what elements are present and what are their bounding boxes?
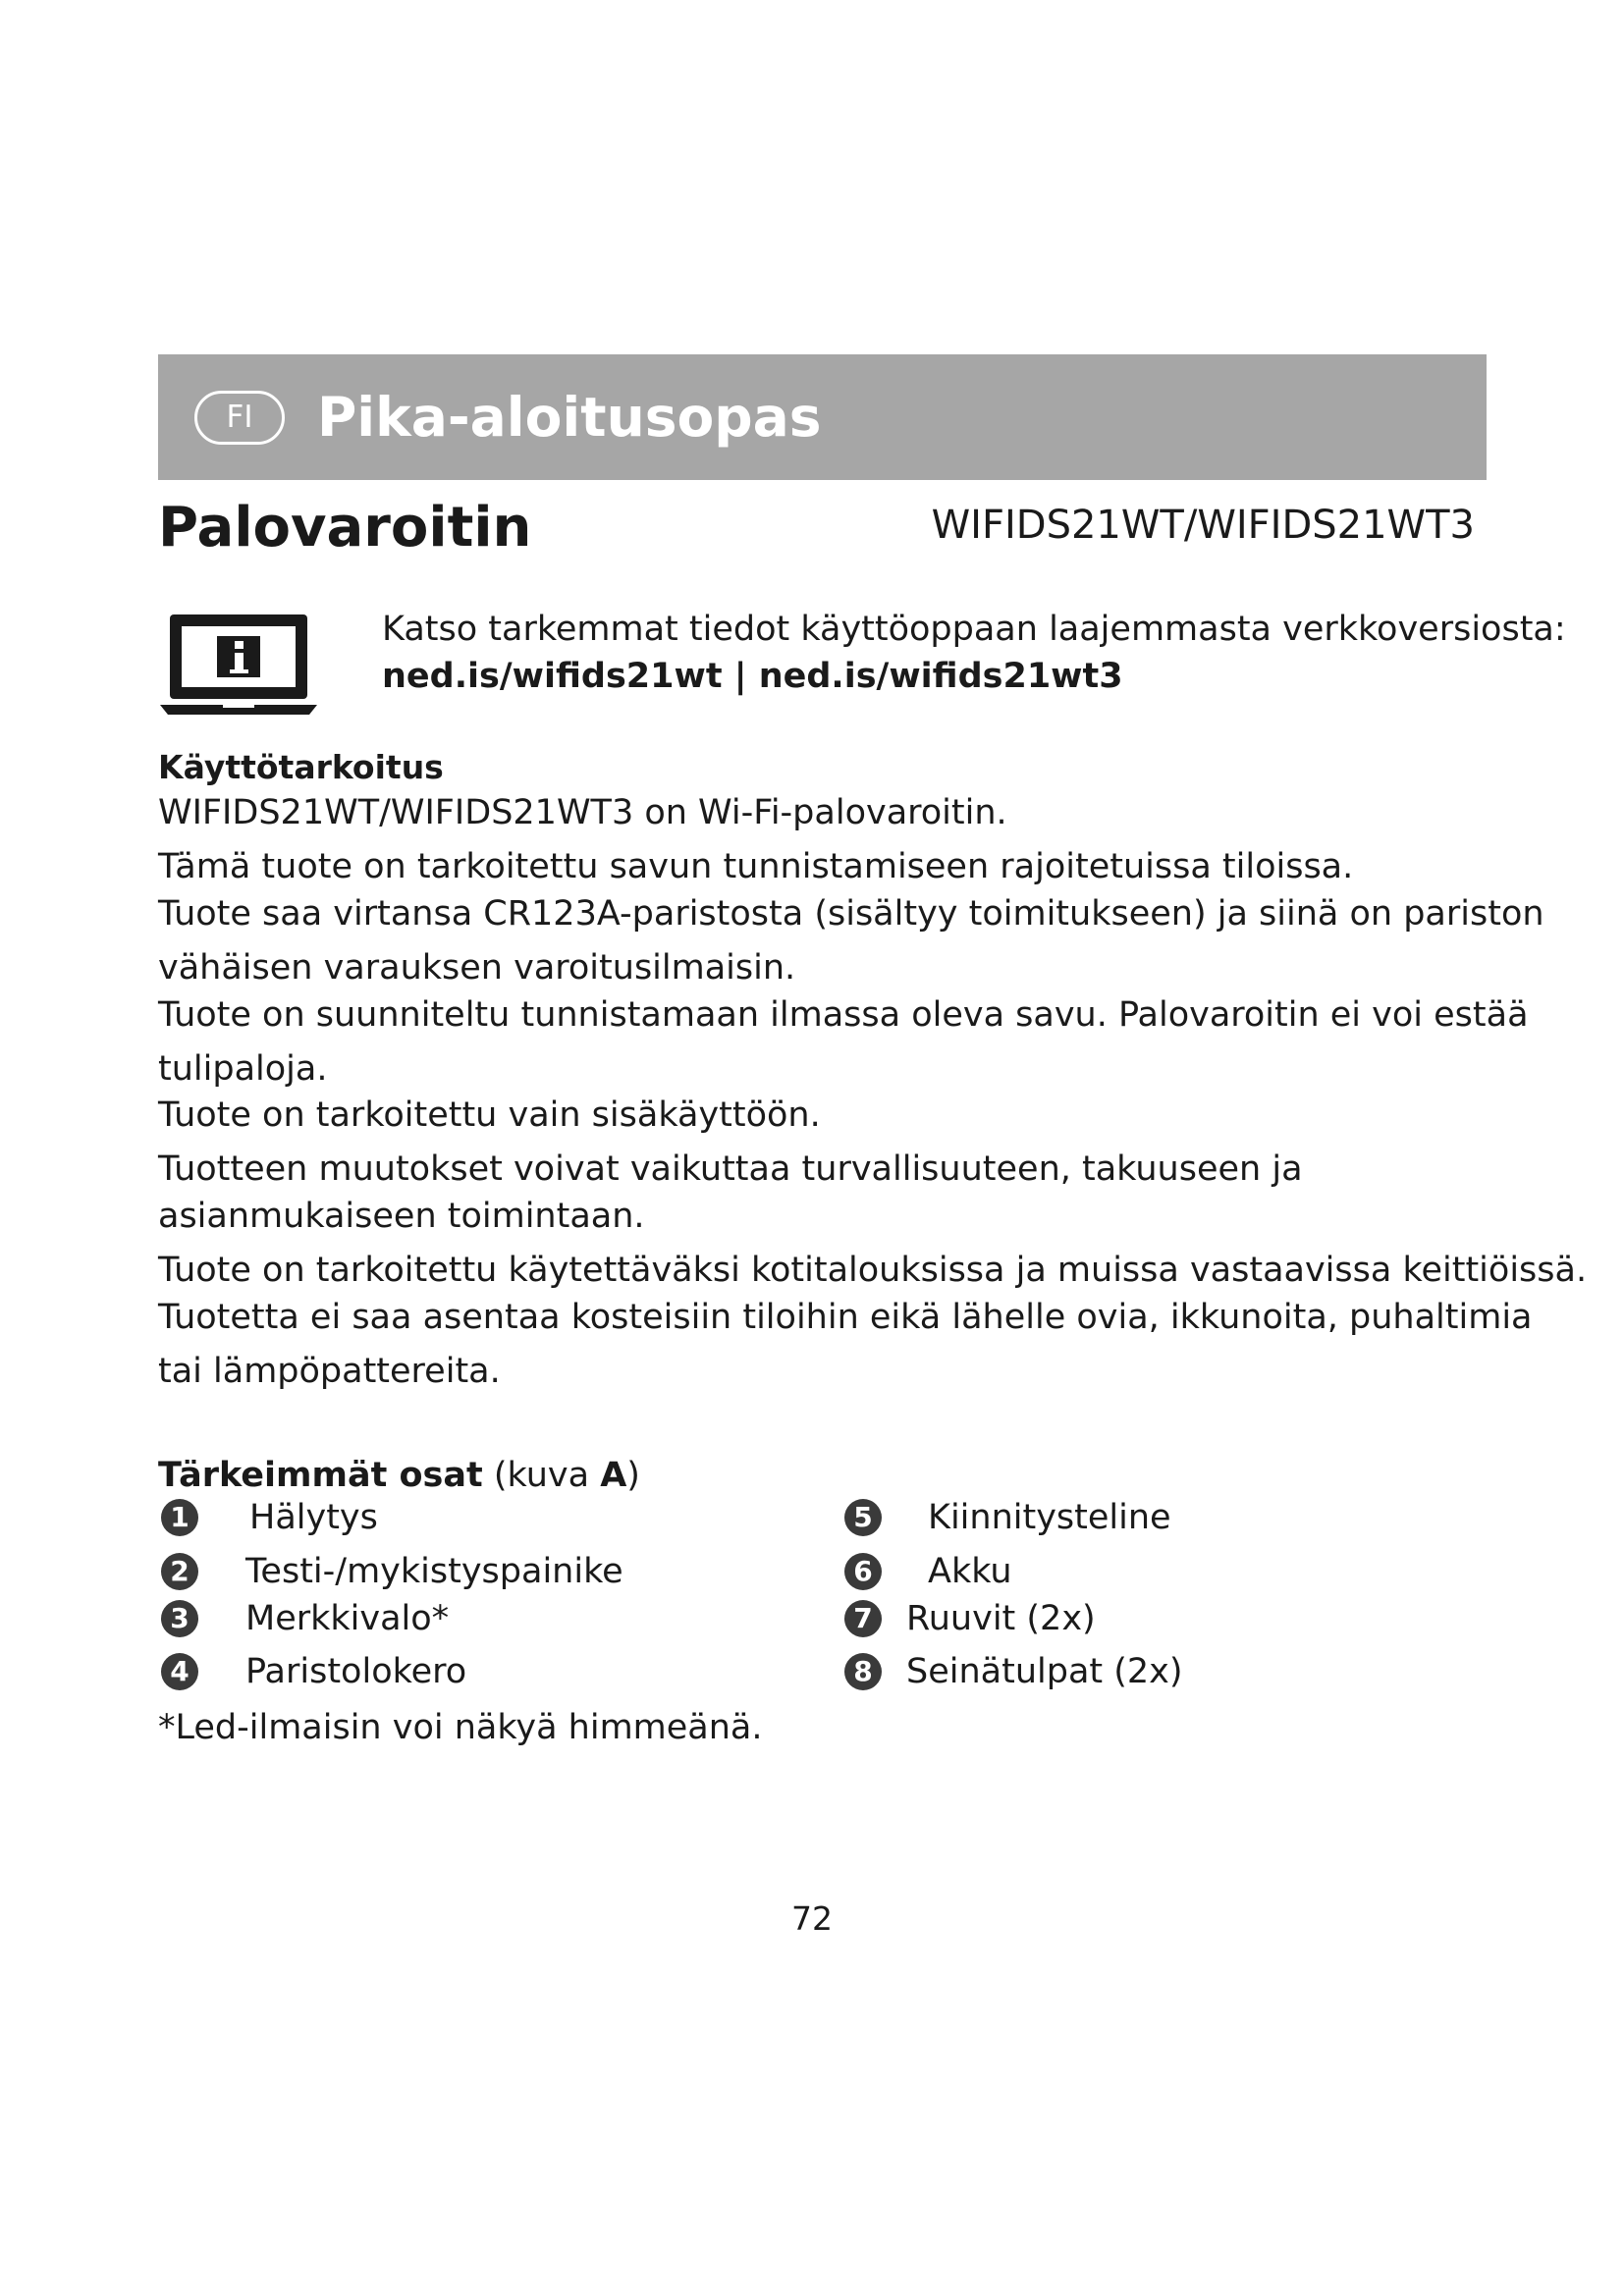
intended-use-line: Tuotetta ei saa asentaa kosteisiin tiloihin eikä lähelle ovia, ikkunoita, puhaltimia (158, 1298, 1533, 1337)
intended-use-line: Tämä tuote on tarkoitettu savun tunnistamiseen rajoitetuissa tiloissa. (158, 847, 1354, 886)
intended-use-line: vähäisen varauksen varoitusilmaisin. (158, 948, 796, 988)
language-badge: FI (194, 391, 285, 445)
part-number-badge: 3 (161, 1600, 198, 1637)
part-label: Hälytys (249, 1498, 378, 1537)
intended-use-line: Tuote on tarkoitettu käytettäväksi kotitalouksissa ja muissa vastaavissa keittiöissä. (158, 1251, 1588, 1290)
part-number-badge: 8 (844, 1653, 882, 1690)
part-number-badge: 7 (844, 1600, 882, 1637)
part-number-badge: 1 (161, 1499, 198, 1536)
parts-heading: Tärkeimmät osat (kuva A) (158, 1456, 640, 1495)
model-number: WIFIDS21WT/WIFIDS21WT3 (931, 503, 1475, 548)
info-links[interactable]: ned.is/wifids21wt | ned.is/wifids21wt3 (382, 657, 1123, 696)
page-number: 72 (791, 1899, 833, 1938)
part-number-badge: 4 (161, 1653, 198, 1690)
parts-footnote: *Led-ilmaisin voi näkyä himmeänä. (158, 1708, 763, 1747)
intended-use-line: asianmukaiseen toimintaan. (158, 1197, 645, 1236)
part-label: Ruuvit (2x) (906, 1599, 1096, 1638)
intended-use-line: Tuote saa virtansa CR123A-paristosta (sisältyy toimitukseen) ja siinä on pariston (158, 894, 1544, 934)
intended-use-line: Tuotteen muutokset voivat vaikuttaa turvallisuuteen, takuuseen ja (158, 1149, 1303, 1189)
laptop-info-icon (160, 611, 317, 717)
banner-title: Pika-aloitusopas (317, 386, 822, 449)
part-label: Testi-/mykistyspainike (245, 1552, 623, 1591)
product-title: Palovaroitin (158, 496, 532, 560)
intended-use-line: WIFIDS21WT/WIFIDS21WT3 on Wi-Fi-palovaroitin. (158, 793, 1007, 832)
intended-use-line: Tuote on suunniteltu tunnistamaan ilmassa oleva savu. Palovaroitin ei voi estää (158, 995, 1529, 1035)
intended-use-heading: Käyttötarkoitus (158, 748, 444, 786)
part-label: Paristolokero (245, 1652, 467, 1691)
part-number-badge: 2 (161, 1553, 198, 1590)
part-label: Seinätulpat (2x) (906, 1652, 1183, 1691)
part-label: Kiinnitysteline (928, 1498, 1171, 1537)
intended-use-line: Tuote on tarkoitettu vain sisäkäyttöön. (158, 1095, 821, 1135)
part-number-badge: 6 (844, 1553, 882, 1590)
info-text: Katso tarkemmat tiedot käyttöoppaan laajemmasta verkkoversiosta: (382, 610, 1566, 649)
part-number-badge: 5 (844, 1499, 882, 1536)
intended-use-line: tulipaloja. (158, 1049, 328, 1089)
part-label: Akku (928, 1552, 1012, 1591)
part-label: Merkkivalo* (245, 1599, 450, 1638)
intended-use-line: tai lämpöpattereita. (158, 1352, 501, 1391)
